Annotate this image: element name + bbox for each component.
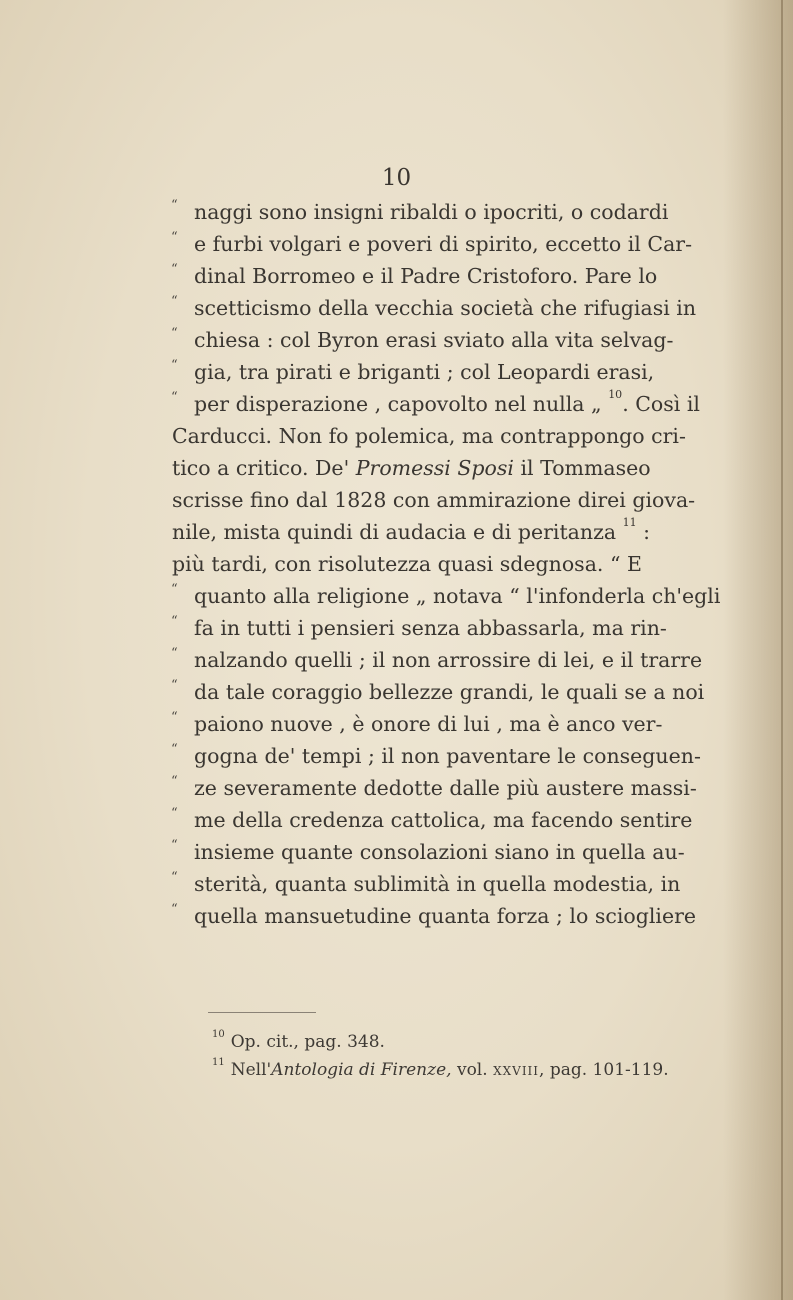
- text-line: [171, 774, 697, 804]
- text-line: [171, 326, 674, 356]
- quote-mark: “: [171, 326, 178, 341]
- footnote-text-mid: vol.: [451, 1060, 494, 1080]
- line-text: [172, 516, 651, 544]
- footnote-volume: xxviii: [493, 1060, 540, 1080]
- quote-mark: “: [171, 774, 178, 789]
- line-text: insieme quante consolazioni siano in quella au-: [194, 840, 685, 864]
- line-text-part: . Così il: [622, 392, 700, 416]
- line-text: Carducci. Non fo polemica, ma contrappongo cri-: [172, 424, 686, 448]
- footnote-text-pre: Nell': [230, 1060, 272, 1080]
- line-text-part: il Tommaseo: [513, 456, 651, 480]
- quote-mark: “: [171, 806, 178, 821]
- line-text: quanto alla religione „ notava “ l'infonderla ch'egli: [194, 584, 721, 608]
- text-line: [171, 230, 693, 260]
- line-text: scetticismo della vecchia società che rifugiasi in: [194, 296, 697, 320]
- text-line: [171, 838, 685, 868]
- footnote-number: 11: [212, 1057, 225, 1068]
- line-text-part: tico a critico. De': [172, 456, 356, 480]
- text-line: [171, 582, 721, 612]
- text-line: [172, 424, 686, 452]
- line-text: da tale coraggio bellezze grandi, le quali se a noi: [194, 680, 705, 704]
- line-text: gogna de' tempi ; il non paventare le conseguen-: [194, 744, 701, 768]
- line-text: me della credenza cattolica, ma facendo sentire: [194, 808, 693, 832]
- text-line: [172, 516, 654, 548]
- text-line: [172, 456, 654, 484]
- text-line: [172, 552, 654, 580]
- line-text: [194, 388, 700, 416]
- line-text: scrisse fino dal 1828 con ammirazione direi giova-: [172, 488, 696, 512]
- footnote-divider: [208, 1012, 316, 1013]
- line-text: [172, 456, 651, 480]
- line-text-part: nile, mista quindi di audacia e di peritanza: [172, 520, 623, 544]
- quote-mark: “: [171, 230, 178, 245]
- footnote-ref-10: 10: [608, 388, 623, 401]
- footnote-11: [212, 1057, 669, 1080]
- text-line: [171, 806, 693, 836]
- line-text: dinal Borromeo e il Padre Cristoforo. Pare lo: [194, 264, 658, 288]
- line-text: gia, tra pirati e briganti ; col Leopardi erasi,: [194, 360, 655, 384]
- line-text-part: :: [636, 520, 651, 544]
- footnote-title: Antologia di Firenze,: [271, 1060, 452, 1080]
- quote-mark: “: [171, 358, 178, 373]
- text-line: [172, 488, 696, 516]
- quote-mark: “: [171, 742, 178, 757]
- line-text: quella mansuetudine quanta forza ; lo sciogliere: [194, 904, 697, 928]
- text-line: [171, 262, 658, 292]
- line-text: fa in tutti i pensieri senza abbassarla, ma rin-: [194, 616, 667, 640]
- quote-mark: “: [171, 710, 178, 725]
- text-line: [171, 294, 697, 324]
- footnote-text: Op. cit., pag. 348.: [230, 1032, 385, 1052]
- text-line: [171, 388, 700, 420]
- footnote-number: 10: [212, 1029, 225, 1040]
- line-text: sterità, quanta sublimità in quella modestia, in: [194, 872, 681, 896]
- quote-mark: “: [171, 198, 178, 213]
- quote-mark: “: [171, 582, 178, 597]
- quote-mark: “: [171, 678, 178, 693]
- text-line: [171, 198, 669, 228]
- footnote-10: [212, 1029, 385, 1052]
- text-line: [171, 742, 701, 772]
- line-text: più tardi, con risolutezza quasi sdegnosa. “ E: [172, 552, 642, 576]
- text-line: [172, 360, 654, 388]
- line-text: chiesa : col Byron erasi sviato alla vita selvag-: [194, 328, 674, 352]
- line-text: e furbi volgari e poveri di spirito, eccetto il Car-: [194, 232, 693, 256]
- quote-mark: “: [171, 646, 178, 661]
- italic-title-promessi: Promessi: [355, 456, 451, 480]
- page-number: 10: [381, 165, 412, 191]
- quote-mark: “: [171, 390, 178, 405]
- line-text: nalzando quelli ; il non arrossire di lei, e il trarre: [194, 648, 703, 672]
- text-line: [171, 870, 681, 900]
- text-line: [171, 710, 663, 740]
- line-text: ze severamente dedotte dalle più austere massi-: [194, 776, 697, 800]
- quote-mark: “: [171, 902, 178, 917]
- text-line: [171, 902, 697, 932]
- line-text: paiono nuove , è onore di lui , ma è anco ver-: [194, 712, 663, 736]
- quote-mark: “: [171, 838, 178, 853]
- quote-mark: “: [171, 614, 178, 629]
- text-line: [171, 678, 705, 708]
- quote-mark: “: [171, 262, 178, 277]
- quote-mark: “: [171, 294, 178, 309]
- footnote-text-post: , pag. 101-119.: [539, 1060, 669, 1080]
- line-text-part: per disperazione , capovolto nel nulla „: [194, 392, 609, 416]
- text-line: [171, 614, 667, 644]
- italic-title-sposi: Sposi: [457, 456, 514, 480]
- line-text: naggi sono insigni ribaldi o ipocriti, o codardi: [194, 200, 669, 224]
- text-line: [171, 646, 703, 676]
- quote-mark: “: [171, 870, 178, 885]
- footnote-ref-11: 11: [622, 516, 637, 529]
